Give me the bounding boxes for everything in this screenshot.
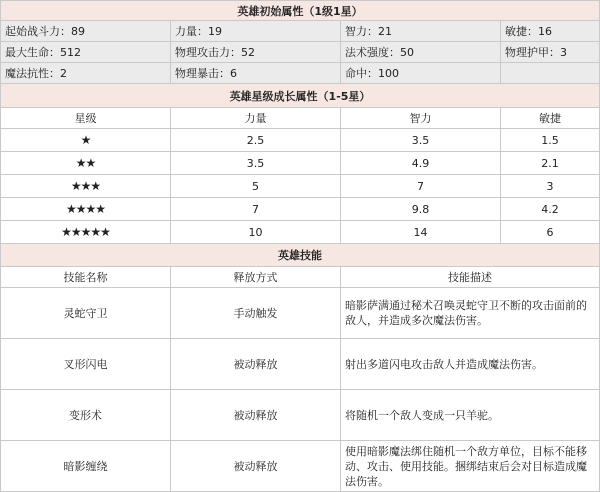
star-level: ★★★★ bbox=[1, 198, 171, 221]
skill-cast-mode: 被动释放 bbox=[171, 390, 341, 441]
skill-description: 将随机一个敌人变成一只羊驼。 bbox=[341, 390, 600, 441]
growth-section-title: 英雄星级成长属性（1-5星） bbox=[1, 84, 600, 108]
strength-value: 2.5 bbox=[171, 129, 341, 152]
star-level: ★★★ bbox=[1, 175, 171, 198]
star-level: ★★ bbox=[1, 152, 171, 175]
skill-description: 射出多道闪电攻击敌人并造成魔法伤害。 bbox=[341, 339, 600, 390]
attr-cell: 力量：19 bbox=[171, 21, 341, 42]
column-header: 智力 bbox=[341, 108, 501, 129]
attr-cell: 物理攻击力：52 bbox=[171, 42, 341, 63]
star-row bbox=[1, 129, 600, 152]
intellect-value: 14 bbox=[341, 221, 501, 244]
skill-row bbox=[1, 339, 600, 390]
strength-value: 7 bbox=[171, 198, 341, 221]
attr-cell: 物理暴击：6 bbox=[171, 63, 341, 84]
skill-cast-mode: 被动释放 bbox=[171, 339, 341, 390]
star-row bbox=[1, 175, 600, 198]
attr-cell: 最大生命：512 bbox=[1, 42, 171, 63]
column-header: 释放方式 bbox=[171, 267, 341, 288]
star-level: ★ bbox=[1, 129, 171, 152]
attr-cell: 法术强度：50 bbox=[341, 42, 501, 63]
growth-header-row bbox=[1, 108, 600, 129]
attr-cell: 物理护甲：3 bbox=[501, 42, 600, 63]
star-row bbox=[1, 152, 600, 175]
agility-value: 6 bbox=[501, 221, 600, 244]
agility-value: 1.5 bbox=[501, 129, 600, 152]
column-header: 敏捷 bbox=[501, 108, 600, 129]
skill-name: 叉形闪电 bbox=[1, 339, 171, 390]
attr-cell: 命中：100 bbox=[341, 63, 501, 84]
skill-row bbox=[1, 441, 600, 492]
skill-description: 暗影萨满通过秘术召唤灵蛇守卫不断的攻击面前的敌人，并造成多次魔法伤害。 bbox=[341, 288, 600, 339]
strength-value: 10 bbox=[171, 221, 341, 244]
skill-row bbox=[1, 288, 600, 339]
skills-header-row bbox=[1, 267, 600, 288]
agility-value: 2.1 bbox=[501, 152, 600, 175]
skill-name: 灵蛇守卫 bbox=[1, 288, 171, 339]
attr-row bbox=[1, 21, 600, 42]
agility-value: 3 bbox=[501, 175, 600, 198]
skill-description: 使用暗影魔法绑住随机一个敌方单位，目标不能移动、攻击、使用技能。捆绑结束后会对目标造成魔法伤害。 bbox=[341, 441, 600, 492]
skill-name: 暗影缠绕 bbox=[1, 441, 171, 492]
attr-cell: 智力：21 bbox=[341, 21, 501, 42]
skill-cast-mode: 被动释放 bbox=[171, 441, 341, 492]
agility-value: 4.2 bbox=[501, 198, 600, 221]
column-header: 星级 bbox=[1, 108, 171, 129]
intellect-value: 4.9 bbox=[341, 152, 501, 175]
star-row bbox=[1, 198, 600, 221]
column-header: 技能名称 bbox=[1, 267, 171, 288]
column-header: 技能描述 bbox=[341, 267, 600, 288]
attr-cell: 起始战斗力：89 bbox=[1, 21, 171, 42]
intellect-value: 7 bbox=[341, 175, 501, 198]
basic-section-title: 英雄初始属性（1级1星） bbox=[1, 1, 600, 21]
star-row bbox=[1, 221, 600, 244]
column-header: 力量 bbox=[171, 108, 341, 129]
star-level: ★★★★★ bbox=[1, 221, 171, 244]
attr-row bbox=[1, 42, 600, 63]
attr-cell: 魔法抗性：2 bbox=[1, 63, 171, 84]
strength-value: 5 bbox=[171, 175, 341, 198]
skill-name: 变形术 bbox=[1, 390, 171, 441]
attr-cell: 敏捷：16 bbox=[501, 21, 600, 42]
skills-section-title: 英雄技能 bbox=[1, 244, 600, 267]
skill-cast-mode: 手动触发 bbox=[171, 288, 341, 339]
skill-row bbox=[1, 390, 600, 441]
intellect-value: 9.8 bbox=[341, 198, 501, 221]
attr-row bbox=[1, 63, 600, 84]
intellect-value: 3.5 bbox=[341, 129, 501, 152]
strength-value: 3.5 bbox=[171, 152, 341, 175]
attr-cell bbox=[501, 63, 600, 84]
